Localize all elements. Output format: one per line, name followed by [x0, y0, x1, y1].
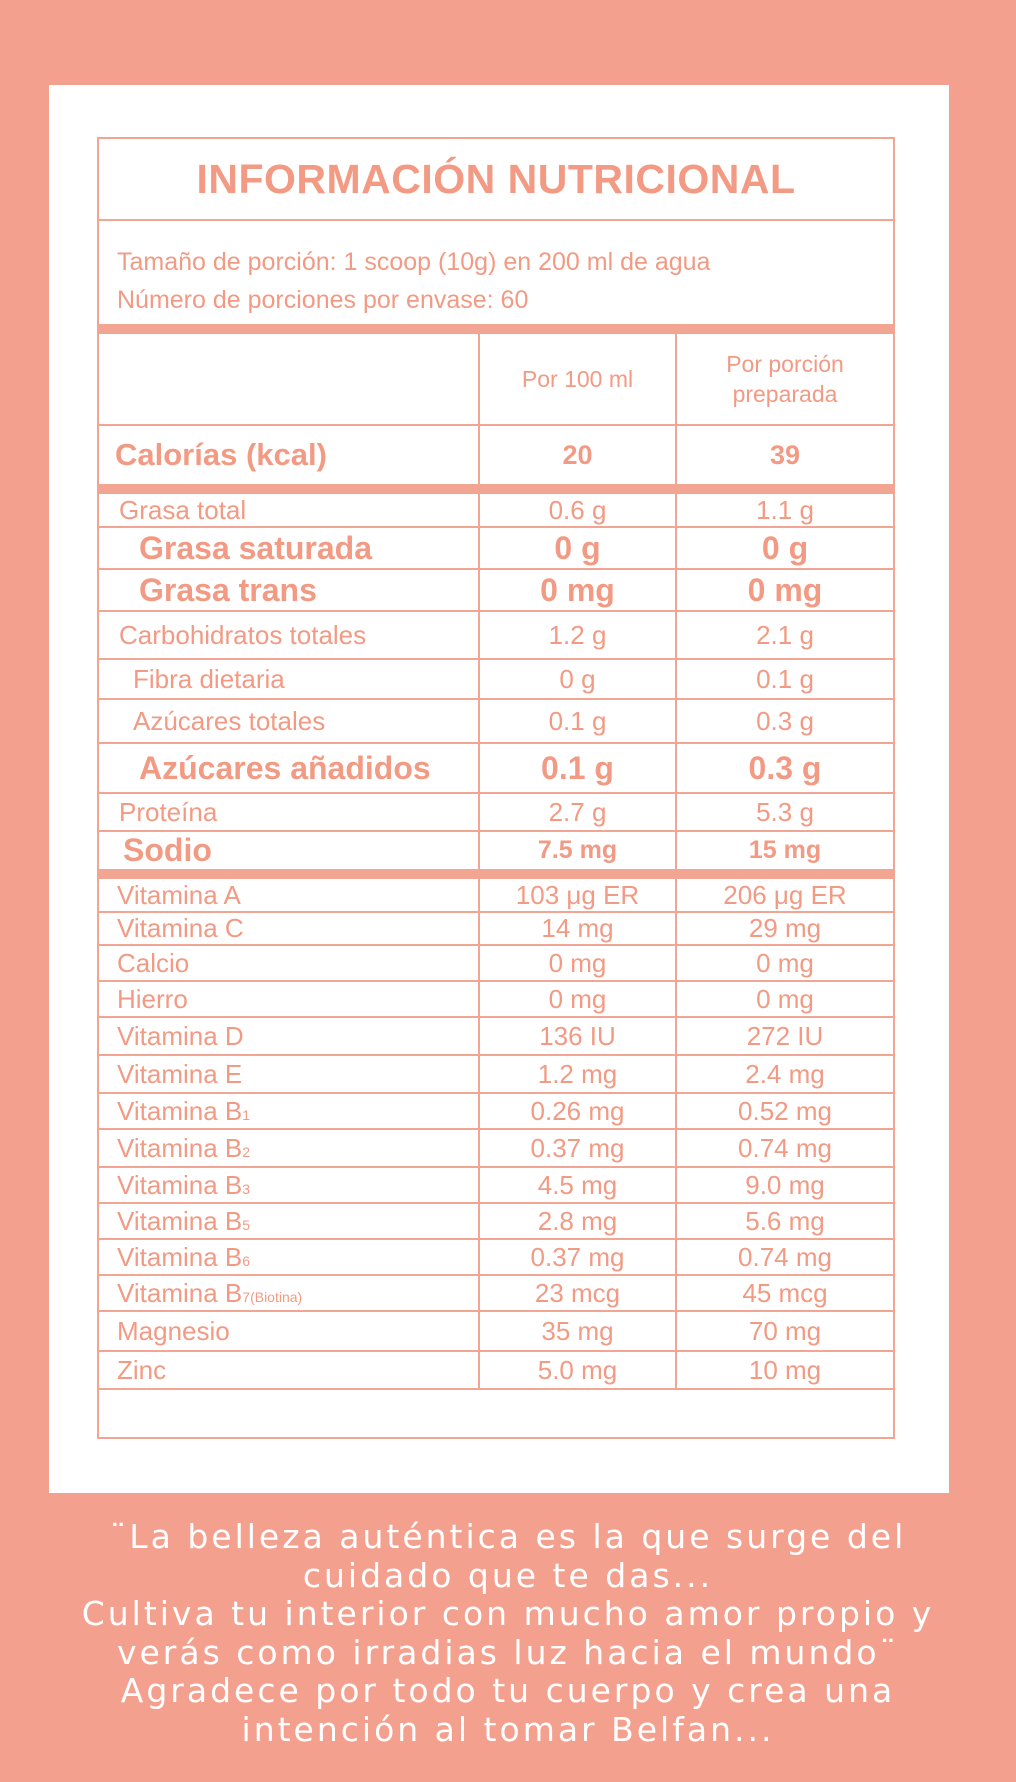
serving-size: Tamaño de porción: 1 scoop (10g) en 200 ml de agua [117, 248, 711, 276]
vitamin-label [99, 1351, 479, 1389]
vitamin-per-serving: 0.74 mg [676, 1129, 893, 1167]
vitamin-per100: 0.37 mg [479, 1129, 676, 1167]
nutrient-per100: 2.7 g [479, 793, 676, 831]
vitamin-per100: 2.8 mg [479, 1203, 676, 1239]
nutrient-per-serving: 1.1 g [676, 489, 893, 527]
nutrient-per-serving: 5.3 g [676, 793, 893, 831]
vitamin-name: Vitamina B [117, 1132, 243, 1163]
vitamin-name: Vitamina B [117, 1241, 243, 1272]
nutrient-row [99, 659, 893, 699]
calories-row [99, 425, 893, 489]
vitamin-per100: 35 mg [479, 1311, 676, 1351]
nutrient-per-serving: 0.3 g [676, 699, 893, 743]
vitamin-label [99, 981, 479, 1017]
vitamin-subscript: 6 [242, 1252, 251, 1269]
nutrient-per100: 0.1 g [479, 699, 676, 743]
vitamin-row [99, 1055, 893, 1093]
quote-line: Cultiva tu interior con mucho amor propio y [81, 1594, 935, 1633]
nutrition-facts-panel [97, 137, 895, 1439]
nutrient-label: Grasa saturada [99, 527, 479, 569]
nutrition-card [49, 85, 949, 1493]
vitamin-per-serving: 5.6 mg [676, 1203, 893, 1239]
nutrient-per100: 0 g [479, 527, 676, 569]
vitamin-name: Vitamina D [117, 1020, 244, 1051]
vitamin-label [99, 1203, 479, 1239]
nutrient-label: Grasa trans [99, 569, 479, 611]
nutrient-per-serving: 15 mg [676, 831, 893, 874]
nutrient-per-serving: 0 g [676, 527, 893, 569]
vitamin-name: Vitamina E [117, 1058, 243, 1089]
vitamin-per-serving: 10 mg [676, 1351, 893, 1389]
vitamin-per100: 1.2 mg [479, 1055, 676, 1093]
vitamin-row [99, 1239, 893, 1275]
nutrient-row [99, 569, 893, 611]
nutrient-label: Proteína [99, 793, 479, 831]
vitamin-per-serving: 9.0 mg [676, 1167, 893, 1203]
vitamin-name: Magnesio [117, 1315, 230, 1346]
vitamin-row [99, 1351, 893, 1389]
serving-info [99, 221, 893, 334]
quote-line: verás como irradias luz hacia el mundo¨ [116, 1632, 900, 1672]
nutrient-label: Sodio [99, 831, 479, 874]
quote-line: cuidado que te das... [302, 1555, 714, 1595]
nutrient-per100: 1.2 g [479, 611, 676, 659]
vitamin-per100: 14 mg [479, 912, 676, 945]
vitamin-name: Calcio [117, 947, 190, 978]
vitamin-name: Vitamina B [117, 1169, 243, 1200]
nutrient-label: Azúcares añadidos [99, 743, 479, 793]
nutrient-row [99, 831, 893, 874]
nutrient-per100: 0 mg [479, 569, 676, 611]
vitamin-row [99, 981, 893, 1017]
vitamin-row [99, 945, 893, 981]
vitamin-label [99, 1017, 479, 1055]
nutrient-per-serving: 2.1 g [676, 611, 893, 659]
vitamin-per100: 136 IU [479, 1017, 676, 1055]
nutrient-per100: 0 g [479, 659, 676, 699]
nutrient-row [99, 743, 893, 793]
vitamin-row [99, 1275, 893, 1311]
vitamin-label [99, 1275, 479, 1311]
vitamin-note: (Biotina) [250, 1288, 303, 1305]
nutrient-row [99, 699, 893, 743]
inspirational-quote [30, 1518, 986, 1749]
nutrient-row [99, 611, 893, 659]
vitamin-per-serving: 0 mg [676, 945, 893, 981]
header-blank [99, 334, 479, 425]
vitamin-name: Vitamina C [117, 913, 244, 943]
nutrient-per100: 0.6 g [479, 489, 676, 527]
nutrient-row [99, 793, 893, 831]
vitamin-per100: 0.26 mg [479, 1093, 676, 1129]
nutrient-per-serving: 0 mg [676, 569, 893, 611]
nutrient-row [99, 489, 893, 527]
vitamin-subscript: 5 [242, 1216, 251, 1233]
vitamin-per-serving: 0.52 mg [676, 1093, 893, 1129]
nutrient-row [99, 527, 893, 569]
vitamin-per-serving: 45 mcg [676, 1275, 893, 1311]
vitamin-subscript: 2 [242, 1143, 251, 1160]
vitamin-label [99, 945, 479, 981]
vitamin-name: Zinc [117, 1354, 167, 1385]
vitamin-per100: 0 mg [479, 981, 676, 1017]
vitamin-per100: 0.37 mg [479, 1239, 676, 1275]
vitamin-label [99, 1311, 479, 1351]
vitamin-row [99, 874, 893, 912]
vitamin-name: Vitamina A [117, 879, 241, 910]
vitamin-label [99, 1055, 479, 1093]
vitamin-label [99, 874, 479, 912]
nutrient-label: Grasa total [99, 489, 479, 527]
vitamin-label [99, 1129, 479, 1167]
column-header-per-serving: Por porción preparada [676, 334, 893, 425]
calories-per-serving: 39 [676, 425, 893, 489]
nutrient-per100: 0.1 g [479, 743, 676, 793]
vitamin-name: Hierro [117, 983, 188, 1014]
vitamin-per100: 0 mg [479, 945, 676, 981]
vitamin-name: Vitamina B [117, 1277, 243, 1308]
vitamin-subscript: 1 [242, 1106, 251, 1123]
vitamin-per100: 103 μg ER [479, 874, 676, 912]
calories-per100: 20 [479, 425, 676, 489]
vitamin-row [99, 1093, 893, 1129]
vitamin-label [99, 1167, 479, 1203]
vitamin-per-serving: 206 μg ER [676, 874, 893, 912]
vitamin-per100: 23 mcg [479, 1275, 676, 1311]
vitamin-subscript: 3 [242, 1180, 251, 1197]
quote-line: Agradece por todo tu cuerpo y crea una [120, 1671, 896, 1710]
column-header-row [99, 334, 893, 425]
vitamin-row [99, 912, 893, 945]
quote-line: ¨La belleza auténtica es la que surge del [109, 1517, 907, 1556]
vitamin-per100: 5.0 mg [479, 1351, 676, 1389]
vitamin-per-serving: 29 mg [676, 912, 893, 945]
nutrient-per100: 7.5 mg [479, 831, 676, 874]
nutrient-label: Carbohidratos totales [99, 611, 479, 659]
vitamin-per-serving: 272 IU [676, 1017, 893, 1055]
nutrient-per-serving: 0.1 g [676, 659, 893, 699]
vitamin-name: Vitamina B [117, 1205, 243, 1236]
column-header-per100: Por 100 ml [479, 334, 676, 425]
nutrient-label: Azúcares totales [99, 699, 479, 743]
vitamin-row [99, 1167, 893, 1203]
nutrient-label: Fibra dietaria [99, 659, 479, 699]
vitamin-per-serving: 70 mg [676, 1311, 893, 1351]
vitamin-row [99, 1311, 893, 1351]
vitamin-label [99, 1239, 479, 1275]
vitamin-per100: 4.5 mg [479, 1167, 676, 1203]
servings-per-container: Número de porciones por envase: 60 [117, 286, 529, 314]
vitamin-row [99, 1203, 893, 1239]
vitamin-label [99, 1093, 479, 1129]
vitamin-row [99, 1017, 893, 1055]
vitamin-row [99, 1129, 893, 1167]
vitamin-label [99, 912, 479, 945]
quote-line: intención al tomar Belfan... [241, 1709, 775, 1749]
nutrient-per-serving: 0.3 g [676, 743, 893, 793]
vitamin-per-serving: 0.74 mg [676, 1239, 893, 1275]
nutrition-table [99, 334, 893, 1390]
calories-label: Calorías (kcal) [99, 425, 479, 489]
vitamin-per-serving: 2.4 mg [676, 1055, 893, 1093]
panel-title: INFORMACIÓN NUTRICIONAL [99, 139, 893, 221]
vitamin-per-serving: 0 mg [676, 981, 893, 1017]
vitamin-name: Vitamina B [117, 1095, 243, 1126]
vitamin-subscript: 7 [242, 1288, 251, 1305]
